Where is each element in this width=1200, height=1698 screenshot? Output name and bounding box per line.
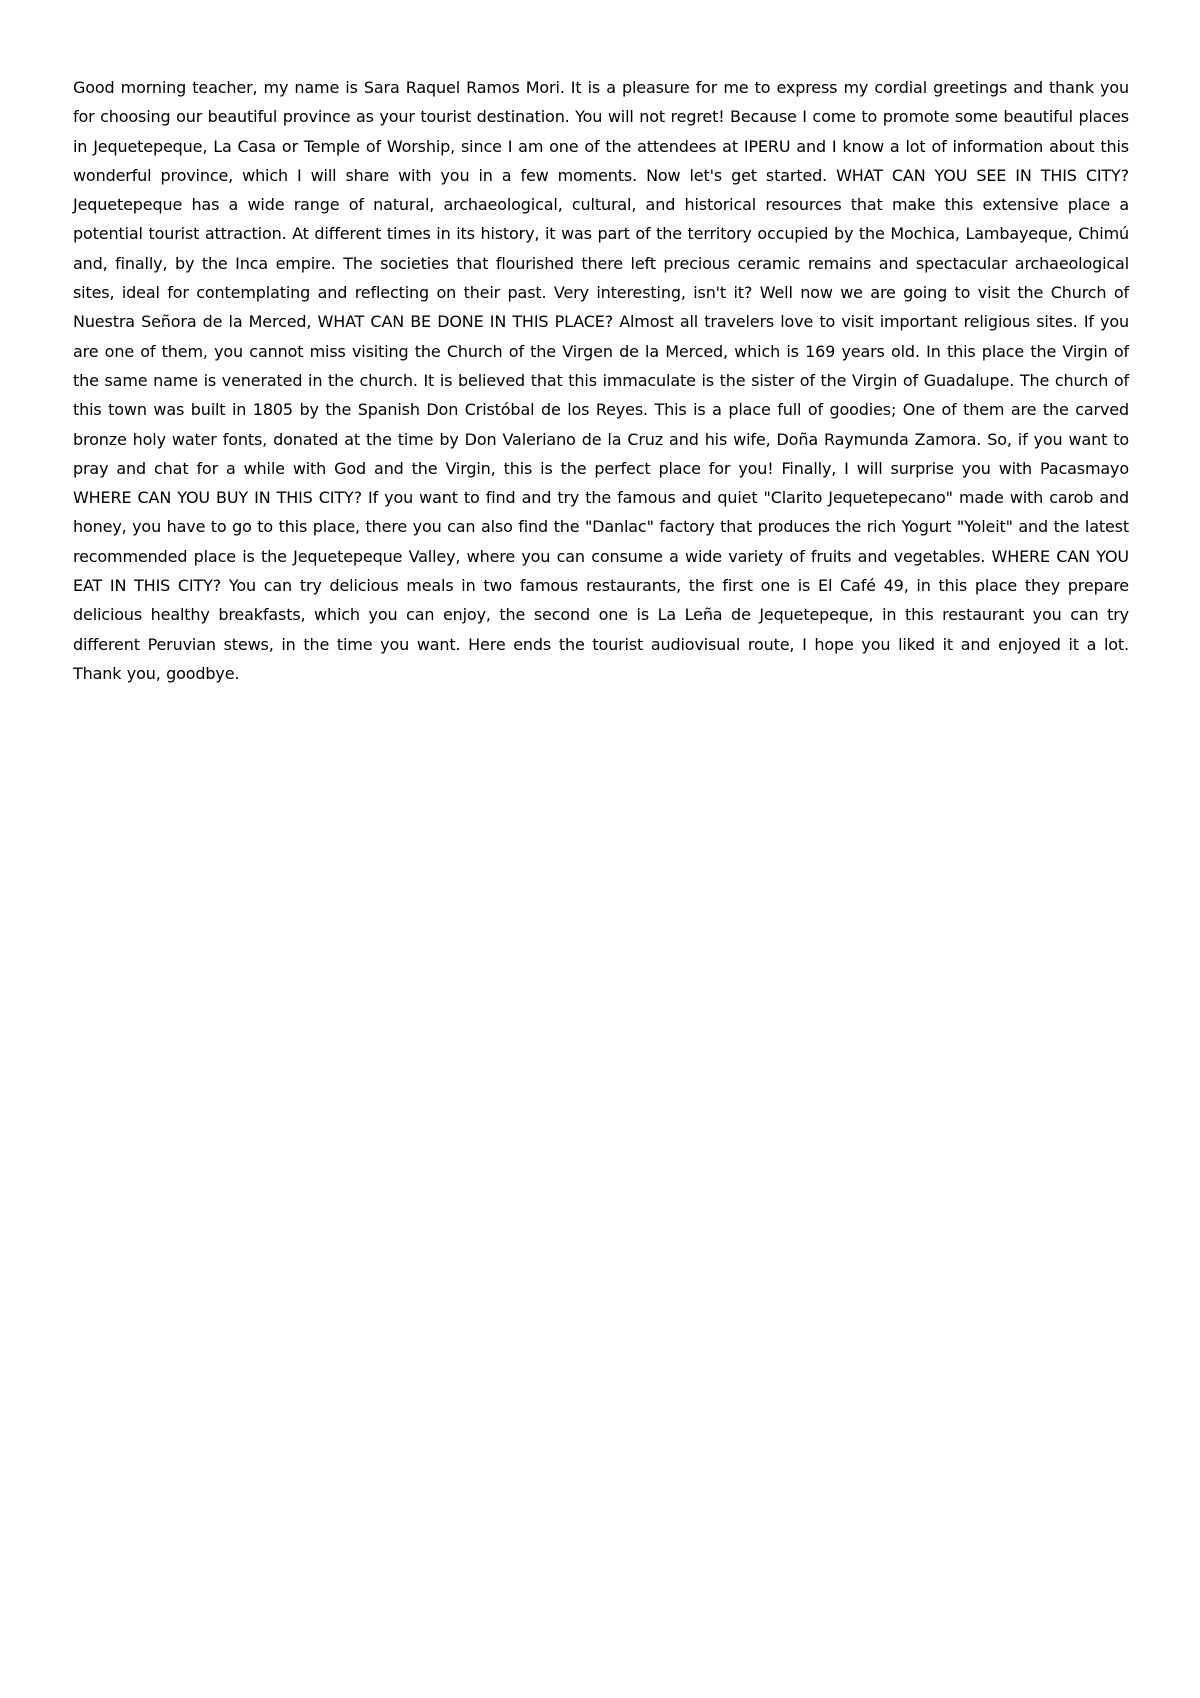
body-paragraph: Good morning teacher, my name is Sara Raquel Ramos Mori. It is a pleasure for me to express my cordial greetings and thank you for choosing our beautiful province as your tourist destination. You will not regret! Because I come to promote some beautiful places in Jequetepeque, La Casa or Temple of Worship, since I am one of the attendees at IPERU and I know a lot of information about this wonderful province, which I will share with you in a few moments. Now let's get started. WHAT CAN YOU SEE IN THIS CITY? Jequetepeque has a wide range of natural, archaeological, cultural, and historical resources that make this extensive place a potential tourist attraction. At different times in its history, it was part of the territory occupied by the Mochica, Lambayeque, Chimú and, finally, by the Inca empire. The societies that flourished there left precious ceramic remains and spectacular archaeological sites, ideal for contemplating and reflecting on their past. Very interesting, isn't it? Well now we are going to visit the Church of Nuestra Señora de la Merced, WHAT CAN BE DONE IN THIS PLACE? Almost all travelers love to visit important religious sites. If you are one of them, you cannot miss visiting the Church of the Virgen de la Merced, which is 169 years old. In this place the Virgin of the same name is venerated in the church. It is believed that this immaculate is the sister of the Virgin of Guadalupe. The church of this town was built in 1805 by the Spanish Don Cristóbal de los Reyes. This is a place full of goodies; One of them are the carved bronze holy water fonts, donated at the time by Don Valeriano de la Cruz and his wife, Doña Raymunda Zamora. So, if you want to pray and chat for a while with God and the Virgin, this is the perfect place for you! Finally, I will surprise you with Pacasmayo WHERE CAN YOU BUY IN THIS CITY? If you want to find and try the famous and quiet "Clarito Jequetepecano" made with carob and honey, you have to go to this place, there you can also find the "Danlac" factory that produces the rich Yogurt "Yoleit" and the latest recommended place is the Jequetepeque Valley, where you can consume a wide variety of fruits and vegetables. WHERE CAN YOU EAT IN THIS CITY? You can try delicious meals in two famous restaurants, the first one is El Café 49, in this place they prepare delicious healthy breakfasts, which you can enjoy, the second one is La Leña de Jequetepeque, in this restaurant you can try different Peruvian stews, in the time you want. Here ends the tourist audiovisual route, I hope you liked it and enjoyed it a lot. Thank you, goodbye. bbox=[73, 78, 1129, 683]
